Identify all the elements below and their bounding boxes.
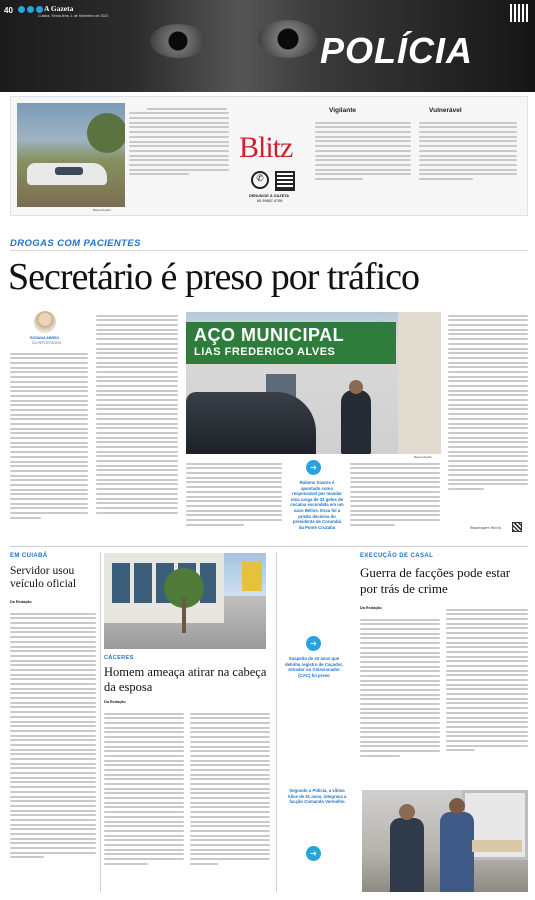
banner-eye-right: [258, 20, 318, 58]
page-number: 40: [4, 6, 13, 15]
main-headline: Secretário é preso por tráfico: [8, 256, 420, 298]
author-avatar: [34, 311, 56, 333]
main-photo-credit: Reprodução: [414, 455, 432, 459]
agent-figure-2: [440, 812, 474, 892]
police-car: [186, 392, 316, 454]
blitz-box: [10, 96, 528, 216]
main-photo: [186, 312, 441, 454]
col-rule-left: [100, 552, 101, 892]
kicker-rule: [10, 250, 528, 251]
main-col-5: [448, 312, 528, 522]
building-sign-line2: LIAS FREDERICO ALVES: [194, 346, 336, 358]
section-title: POLÍCIA: [320, 30, 474, 71]
caceres-photo: [104, 553, 266, 649]
caceres-col-2: [190, 710, 270, 892]
agent-head-1: [399, 804, 415, 820]
main-col-2: [96, 312, 178, 540]
blitz-photo: [17, 103, 125, 207]
main-caption: Rubens Soares é apontado como responsável por mandar uma carga de 32 gelos de cocaína escondida em um saco Beline. Essa foi a prisão decisiva do presidente de Corumbá da Ponte Cruzaba: [290, 480, 344, 530]
blitz-intro-text: [129, 105, 229, 207]
tree-shape: [87, 113, 125, 153]
whatsapp-label: DENUNCIE À GAZETA: [249, 194, 290, 198]
cuiaba-kicker: EM CUIABÁ: [10, 553, 48, 559]
main-footer-credit: Reportagem Polícia: [470, 526, 501, 530]
author-name: ROSANA ABREU: [30, 336, 60, 340]
whatsapp-icon: ✆: [251, 171, 269, 189]
vigilante-text: [315, 119, 411, 207]
officer-head: [349, 380, 363, 394]
arrow-circle-icon-2: ➜: [306, 636, 321, 651]
palm-trunk: [182, 598, 186, 633]
header-banner: [0, 0, 535, 92]
caceres-col-1: [104, 710, 184, 892]
date-line: Cuiabá, Sexta-feira, 1 de Setembro de 2023: [38, 14, 109, 18]
faccoes-col-1: [360, 616, 440, 786]
caceres-byline: Da Redação: [104, 700, 126, 704]
main-kicker: DROGAS COM PACIENTES: [10, 238, 141, 249]
qr-code-header: [510, 4, 528, 22]
brand-dots: [18, 6, 43, 13]
agent-figure-1: [390, 818, 424, 892]
faccoes-kicker: EXECUÇÃO DE CASAL: [360, 553, 434, 559]
section-rule: [10, 546, 528, 547]
cuiaba-byline: Da Redação: [10, 600, 32, 604]
main-col-1: [10, 350, 88, 540]
faccoes-byline: Da Redação: [360, 606, 382, 610]
whatsapp-number: 65 99887-6789: [257, 199, 283, 203]
banner-eye-left: [150, 24, 206, 58]
col-rule-mid: [276, 552, 277, 892]
building-sign-line1: AÇO MUNICIPAL: [194, 325, 345, 345]
car-window: [55, 167, 83, 175]
vulneravel-text: [419, 119, 517, 207]
qr-code-icon: [275, 171, 295, 191]
caceres-headline: Homem ameaça atirar na cabeça da esposa: [104, 665, 267, 694]
brand-logo: A Gazeta: [44, 4, 74, 13]
blitz-photo-credit: Reprodução: [93, 208, 111, 212]
arrow-circle-icon: ➜: [306, 460, 321, 475]
arrow-circle-icon-3: ➜: [306, 846, 321, 861]
main-col-3: [186, 460, 282, 540]
yellow-sign: [242, 561, 262, 591]
vigilante-title: Vigilante: [329, 107, 356, 114]
faccoes-caption: Segundo a Polícia, a vítima Alice de 31 anos, integrava a facção Comando Vermelho: [287, 788, 347, 805]
main-col-4: [350, 460, 440, 540]
stretcher: [472, 840, 522, 852]
cuiaba-headline: Servidor usou veículo oficial: [10, 565, 77, 590]
caceres-kicker: CÁCERES: [104, 655, 134, 661]
faccoes-photo: [362, 790, 528, 892]
faccoes-col-2: [446, 606, 528, 786]
author-role: DA REPORTAGEM: [32, 341, 62, 345]
footer-qr-icon: [512, 522, 522, 532]
caceres-caption: Suspeito de 43 anos que detinha registro de Caçador, Atirador ou Colecionador (CAC) foi preso: [284, 656, 344, 678]
agent-head-2: [449, 798, 465, 814]
vulneravel-title: Vulnerável: [429, 107, 462, 114]
cuiaba-text: [10, 610, 96, 892]
side-wall: [398, 312, 441, 454]
faccoes-headline: Guerra de facções pode estar por trás de crime: [360, 565, 511, 596]
blitz-logo: Blitz: [239, 131, 293, 164]
officer-figure: [341, 390, 371, 454]
